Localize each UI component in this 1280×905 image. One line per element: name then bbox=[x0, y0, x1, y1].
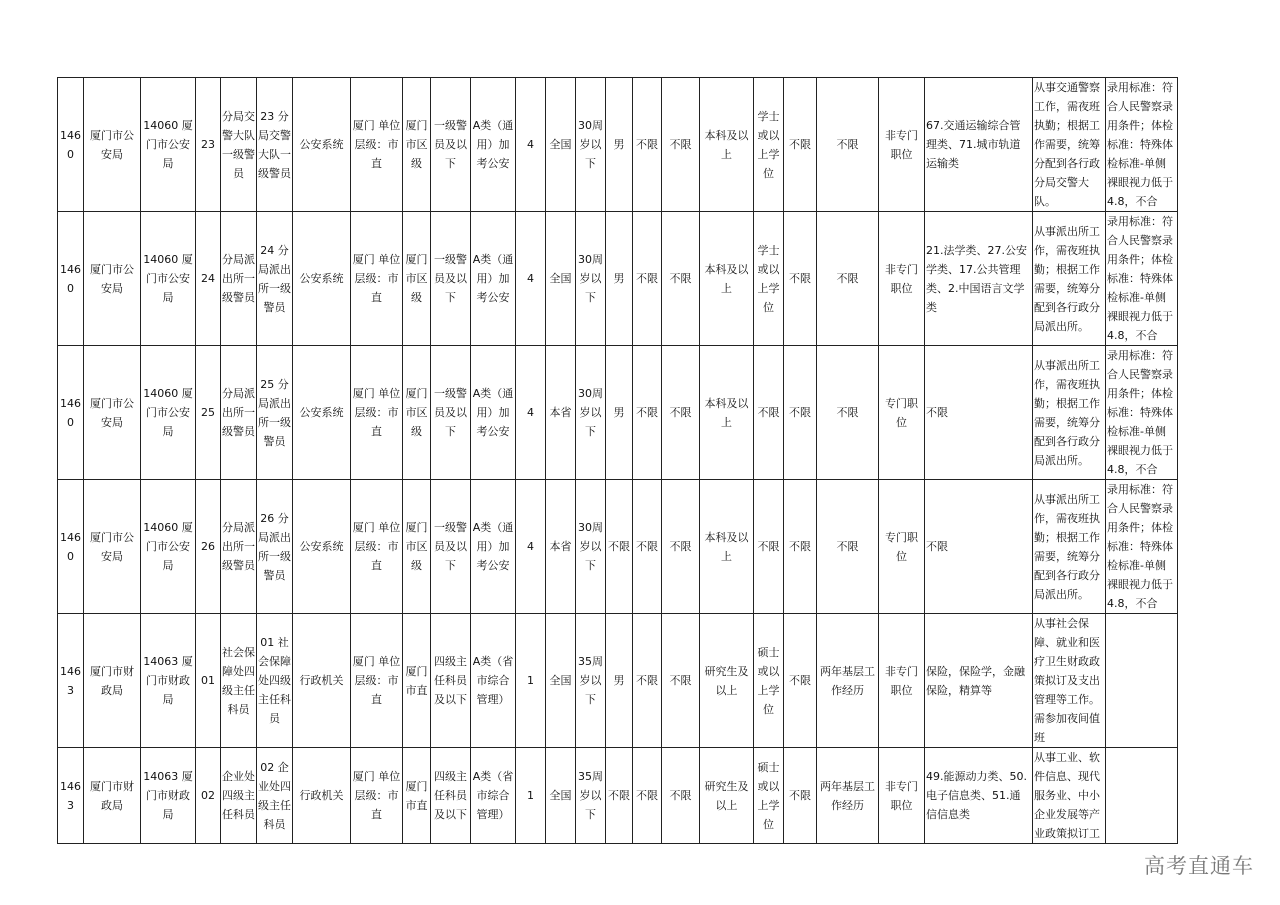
table-cell: 01 社会保障处四级主任科员 bbox=[257, 614, 293, 748]
table-cell: 男 bbox=[606, 614, 633, 748]
table-cell: 厦门市财政局 bbox=[84, 748, 141, 844]
table-cell: 厦门市公安局 bbox=[84, 78, 141, 212]
table-cell: 厦门 单位层级：市直 bbox=[351, 346, 403, 480]
table-cell: 厦门 单位层级：市直 bbox=[351, 480, 403, 614]
table-cell: 不限 bbox=[633, 78, 662, 212]
table-cell: 14063 厦门市财政局 bbox=[141, 614, 196, 748]
table-row bbox=[58, 346, 1178, 480]
table-cell: 1460 bbox=[58, 78, 84, 212]
table-cell: 01 bbox=[196, 614, 221, 748]
table-row bbox=[58, 480, 1178, 614]
table-cell: A类（通用）加考公安 bbox=[471, 480, 516, 614]
table-cell: 02 企业处四级主任科员 bbox=[257, 748, 293, 844]
table-cell: 本省 bbox=[546, 346, 576, 480]
table-cell: 从事工业、软件信息、现代服务业、中小企业发展等产业政策拟订工 bbox=[1033, 748, 1106, 844]
table-cell: 厦门市财政局 bbox=[84, 614, 141, 748]
table-cell: A类（通用）加考公安 bbox=[471, 78, 516, 212]
table-cell: 不限 bbox=[633, 212, 662, 346]
table-cell: 本科及以上 bbox=[700, 212, 754, 346]
table-cell: 厦门 单位层级：市直 bbox=[351, 212, 403, 346]
table-cell: 研究生及以上 bbox=[700, 614, 754, 748]
table-cell: 4 bbox=[516, 78, 546, 212]
table-cell: 厦门市区级 bbox=[403, 346, 431, 480]
table-cell: 一级警员及以下 bbox=[431, 78, 471, 212]
table-cell: 四级主任科员及以下 bbox=[431, 614, 471, 748]
table-cell: 不限 bbox=[606, 480, 633, 614]
table-cell: 23 分局交警大队一级警员 bbox=[257, 78, 293, 212]
table-cell: 不限 bbox=[817, 480, 879, 614]
table-cell: 分局派出所一级警员 bbox=[221, 480, 257, 614]
table-cell: 不限 bbox=[817, 78, 879, 212]
table-cell: 非专门职位 bbox=[879, 78, 925, 212]
table-cell: 49.能源动力类、50.电子信息类、51.通信信息类 bbox=[925, 748, 1033, 844]
table-cell: A类（通用）加考公安 bbox=[471, 346, 516, 480]
table-cell: 25 bbox=[196, 346, 221, 480]
table-cell: 不限 bbox=[925, 480, 1033, 614]
table-row bbox=[58, 78, 1178, 212]
table-cell: 全国 bbox=[546, 748, 576, 844]
table-cell: 24 分局派出所一级警员 bbox=[257, 212, 293, 346]
table-cell: 不限 bbox=[633, 614, 662, 748]
table-cell: 不限 bbox=[662, 748, 700, 844]
table-cell: 不限 bbox=[754, 346, 784, 480]
recruitment-table bbox=[57, 77, 1178, 844]
table-cell: 14060 厦门市公安局 bbox=[141, 480, 196, 614]
table-cell: 厦门市公安局 bbox=[84, 480, 141, 614]
table-cell: 不限 bbox=[784, 748, 817, 844]
table-cell: 硕士或以上学位 bbox=[754, 614, 784, 748]
table-cell: 不限 bbox=[817, 212, 879, 346]
table-cell: 一级警员及以下 bbox=[431, 346, 471, 480]
table-cell: 两年基层工作经历 bbox=[817, 614, 879, 748]
table-cell: 14060 厦门市公安局 bbox=[141, 78, 196, 212]
table-cell: 厦门市直 bbox=[403, 614, 431, 748]
table-cell: 一级警员及以下 bbox=[431, 480, 471, 614]
table-cell: 从事交通警察工作，需夜班执勤；根据工作需要，统筹分配到各行政分局交警大队。 bbox=[1033, 78, 1106, 212]
table-cell: 录用标准：符合人民警察录用条件；体检标准：特殊体检标准-单侧裸眼视力低于4.8，不合 bbox=[1106, 480, 1178, 614]
table-cell: 从事派出所工作，需夜班执勤；根据工作需要，统筹分配到各行政分局派出所。 bbox=[1033, 346, 1106, 480]
table-cell: 厦门市公安局 bbox=[84, 346, 141, 480]
table-cell: 行政机关 bbox=[293, 614, 351, 748]
table-cell: 分局派出所一级警员 bbox=[221, 346, 257, 480]
table-cell: 厦门市公安局 bbox=[84, 212, 141, 346]
table-cell: 不限 bbox=[662, 346, 700, 480]
table-cell: 录用标准：符合人民警察录用条件；体检标准：特殊体检标准-单侧裸眼视力低于4.8，不合 bbox=[1106, 78, 1178, 212]
table-cell: 男 bbox=[606, 212, 633, 346]
table-cell: 1 bbox=[516, 614, 546, 748]
table-cell: 30周岁以下 bbox=[576, 346, 606, 480]
table-cell: 不限 bbox=[784, 78, 817, 212]
table-cell: 4 bbox=[516, 212, 546, 346]
table-cell: 1460 bbox=[58, 346, 84, 480]
table-cell: 本省 bbox=[546, 480, 576, 614]
table-cell: 厦门 单位层级：市直 bbox=[351, 78, 403, 212]
table-cell: 从事社会保障、就业和医疗卫生财政政策拟订及支出管理等工作。需参加夜间值班 bbox=[1033, 614, 1106, 748]
table-cell: 4 bbox=[516, 480, 546, 614]
table-cell: 公安系统 bbox=[293, 346, 351, 480]
table-cell: 公安系统 bbox=[293, 212, 351, 346]
table-cell: 本科及以上 bbox=[700, 480, 754, 614]
table-cell: A类（通用）加考公安 bbox=[471, 212, 516, 346]
table-cell: 不限 bbox=[662, 480, 700, 614]
table-cell: 厦门市区级 bbox=[403, 480, 431, 614]
table-cell: 企业处四级主任科员 bbox=[221, 748, 257, 844]
table-cell: 35周岁以下 bbox=[576, 614, 606, 748]
table-cell: 四级主任科员及以下 bbox=[431, 748, 471, 844]
table-cell: 14060 厦门市公安局 bbox=[141, 346, 196, 480]
table-cell: 厦门 单位层级：市直 bbox=[351, 614, 403, 748]
table-cell: 26 bbox=[196, 480, 221, 614]
table-cell: 1460 bbox=[58, 212, 84, 346]
table-cell: A类（省市综合管理） bbox=[471, 748, 516, 844]
table-cell: 从事派出所工作，需夜班执勤；根据工作需要，统筹分配到各行政分局派出所。 bbox=[1033, 480, 1106, 614]
table-cell: 30周岁以下 bbox=[576, 480, 606, 614]
table-cell: 23 bbox=[196, 78, 221, 212]
table-cell: 厦门 单位层级：市直 bbox=[351, 748, 403, 844]
table-cell: 1460 bbox=[58, 480, 84, 614]
table-cell: 厦门市区级 bbox=[403, 212, 431, 346]
table-cell: 厦门市区级 bbox=[403, 78, 431, 212]
table-cell: 14063 厦门市财政局 bbox=[141, 748, 196, 844]
table-cell: 不限 bbox=[662, 78, 700, 212]
table-cell: 不限 bbox=[754, 480, 784, 614]
table-cell: 两年基层工作经历 bbox=[817, 748, 879, 844]
table-cell: 不限 bbox=[633, 748, 662, 844]
table-cell: 不限 bbox=[817, 346, 879, 480]
table-cell: 21.法学类、27.公安学类、17.公共管理类、2.中国语言文学类 bbox=[925, 212, 1033, 346]
table-cell: 分局派出所一级警员 bbox=[221, 212, 257, 346]
table-cell: 25 分局派出所一级警员 bbox=[257, 346, 293, 480]
table-cell: 不限 bbox=[662, 212, 700, 346]
table-cell: 录用标准：符合人民警察录用条件；体检标准：特殊体检标准-单侧裸眼视力低于4.8，不合 bbox=[1106, 346, 1178, 480]
table-cell: 非专门职位 bbox=[879, 614, 925, 748]
table-cell: 从事派出所工作，需夜班执勤；根据工作需要，统筹分配到各行政分局派出所。 bbox=[1033, 212, 1106, 346]
table-cell: 1463 bbox=[58, 614, 84, 748]
table-cell: 67.交通运输综合管理类、71.城市轨道运输类 bbox=[925, 78, 1033, 212]
table-cell: 公安系统 bbox=[293, 480, 351, 614]
table-cell: 全国 bbox=[546, 78, 576, 212]
table-cell: 全国 bbox=[546, 614, 576, 748]
table-cell: 学士或以上学位 bbox=[754, 78, 784, 212]
table-cell: 35周岁以下 bbox=[576, 748, 606, 844]
table-cell: 不限 bbox=[784, 480, 817, 614]
table-cell: 30周岁以下 bbox=[576, 78, 606, 212]
table-cell: 不限 bbox=[633, 480, 662, 614]
table-cell: 不限 bbox=[606, 748, 633, 844]
table-cell: 不限 bbox=[784, 212, 817, 346]
table-cell: 1463 bbox=[58, 748, 84, 844]
table-cell: 不限 bbox=[662, 614, 700, 748]
table-cell: 不限 bbox=[784, 346, 817, 480]
table-cell: 保险，保险学，金融保险，精算等 bbox=[925, 614, 1033, 748]
table-cell: 专门职位 bbox=[879, 480, 925, 614]
table-cell: 男 bbox=[606, 346, 633, 480]
table-cell: 24 bbox=[196, 212, 221, 346]
table-cell: 不限 bbox=[784, 614, 817, 748]
table-cell: 本科及以上 bbox=[700, 346, 754, 480]
table-cell: 本科及以上 bbox=[700, 78, 754, 212]
table-cell: 4 bbox=[516, 346, 546, 480]
table-cell: 一级警员及以下 bbox=[431, 212, 471, 346]
table-cell: 02 bbox=[196, 748, 221, 844]
table-cell: 全国 bbox=[546, 212, 576, 346]
table-cell: 30周岁以下 bbox=[576, 212, 606, 346]
table-cell: 不限 bbox=[633, 346, 662, 480]
watermark-text: 高考直通车 bbox=[1144, 854, 1254, 878]
table-row bbox=[58, 212, 1178, 346]
table-cell: 1 bbox=[516, 748, 546, 844]
table-row bbox=[58, 748, 1178, 844]
table-cell: 专门职位 bbox=[879, 346, 925, 480]
table-cell: 录用标准：符合人民警察录用条件；体检标准：特殊体检标准-单侧裸眼视力低于4.8，不合 bbox=[1106, 212, 1178, 346]
table-cell: 研究生及以上 bbox=[700, 748, 754, 844]
table-cell bbox=[1106, 748, 1178, 844]
table-cell bbox=[1106, 614, 1178, 748]
table-cell: A类（省市综合管理） bbox=[471, 614, 516, 748]
table-cell: 公安系统 bbox=[293, 78, 351, 212]
table-cell: 男 bbox=[606, 78, 633, 212]
table-cell: 学士或以上学位 bbox=[754, 212, 784, 346]
table-cell: 硕士或以上学位 bbox=[754, 748, 784, 844]
table-cell: 行政机关 bbox=[293, 748, 351, 844]
table-cell: 不限 bbox=[925, 346, 1033, 480]
table-cell: 14060 厦门市公安局 bbox=[141, 212, 196, 346]
table-cell: 社会保障处四级主任科员 bbox=[221, 614, 257, 748]
table-cell: 非专门职位 bbox=[879, 748, 925, 844]
table-cell: 分局交警大队一级警员 bbox=[221, 78, 257, 212]
table-cell: 厦门市直 bbox=[403, 748, 431, 844]
table-row bbox=[58, 614, 1178, 748]
table-cell: 26 分局派出所一级警员 bbox=[257, 480, 293, 614]
table-cell: 非专门职位 bbox=[879, 212, 925, 346]
